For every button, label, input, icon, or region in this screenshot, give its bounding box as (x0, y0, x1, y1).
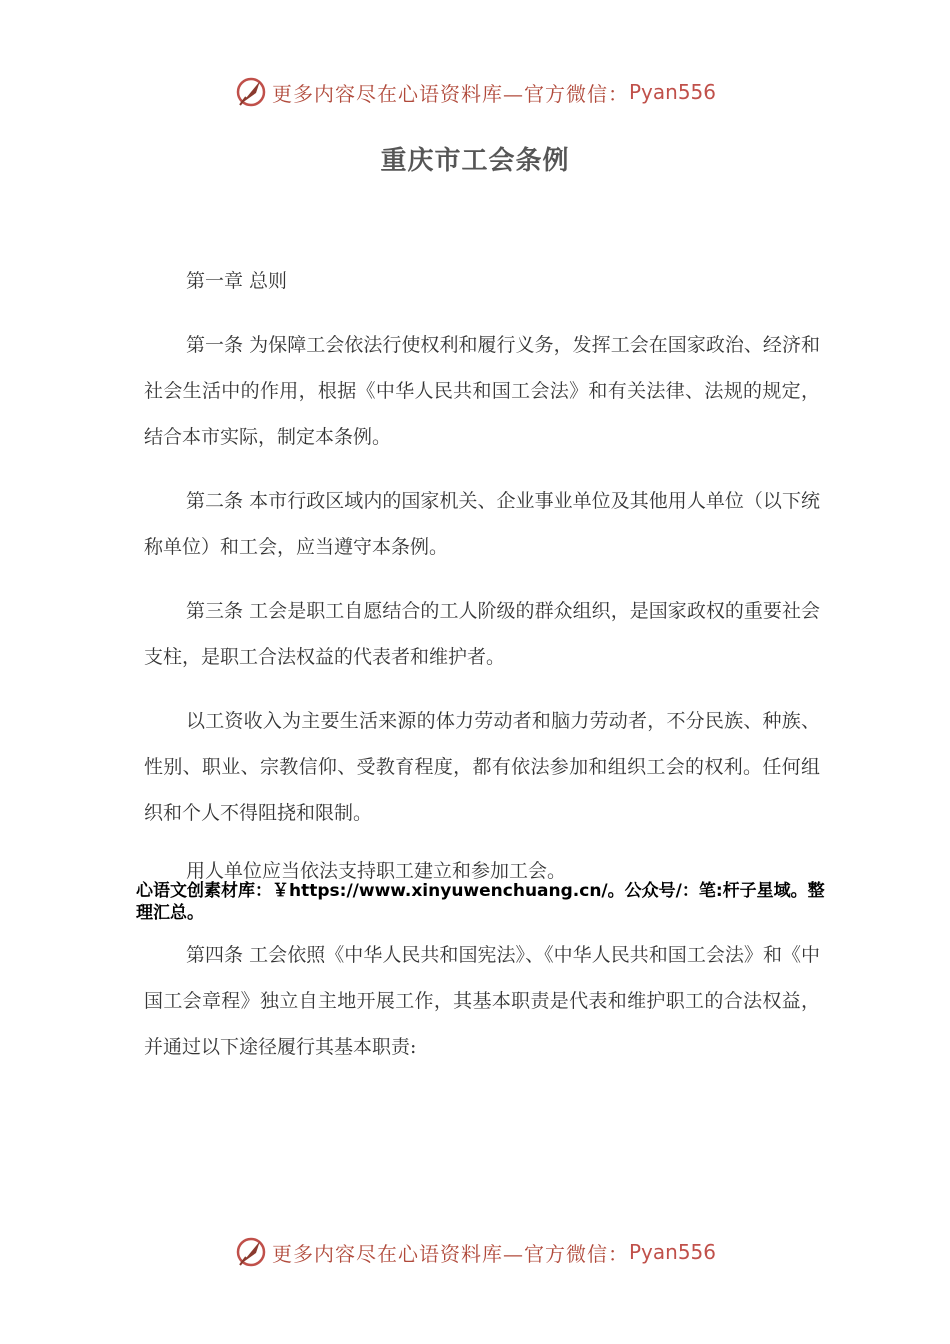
paragraph: 第四条 工会依照《中华人民共和国宪法》、《中华人民共和国工会法》和《中国工会章程》独立自主地开展工作，其基本职责是代表和维护职工的合法权益，并通过以下途径履行其基本职责: (144, 944, 820, 1058)
banner-text: 更多内容尽在心语资料库—官方微信： (271, 1241, 629, 1266)
banner-wechat-id: Pyan556 (628, 1240, 716, 1264)
chapter-heading (144, 258, 820, 304)
paragraph: 第三条 工会是职工自愿结合的工人阶级的群众组织，是国家政权的重要社会支柱，是职工合法权益的代表者和维护者。 (144, 600, 820, 668)
banner-text: 更多内容尽在心语资料库—官方微信： (271, 81, 629, 106)
quill-logo-icon (234, 75, 268, 109)
footer-banner (0, 1232, 950, 1272)
article-2 (144, 478, 820, 570)
paragraph: 第一条 为保障工会依法行使权利和履行义务，发挥工会在国家政治、经济和社会生活中的作用，根据《中华人民共和国工会法》和有关法律、法规的规定，结合本市实际，制定本条例。 (144, 334, 820, 448)
paragraph: 第二条 本市行政区域内的国家机关、企业事业单位及其他用人单位（以下统称单位）和工会，应当遵守本条例。 (144, 490, 820, 558)
article-3 (144, 588, 820, 680)
paragraph: 以工资收入为主要生活来源的体力劳动者和脑力劳动者，不分民族、种族、性别、职业、宗教信仰、受教育程度，都有依法参加和组织工会的权利。任何组织和个人不得阻挠和限制。 (144, 710, 820, 824)
article-3-para-2 (144, 698, 820, 836)
quill-logo-icon (234, 1235, 268, 1269)
article-1 (144, 322, 820, 460)
article-4 (144, 932, 820, 1070)
document-title: 重庆市工会条例 (380, 146, 570, 176)
header-banner (0, 72, 950, 112)
chapter-text: 第一章 总则 (186, 270, 288, 292)
watermark-text: 心语文创素材库：￥https://www.xinyuwenchuang.cn/。公众号/：笔:杆子星域。整理汇总。 (136, 881, 825, 923)
banner-wechat-id: Pyan556 (628, 80, 716, 104)
paragraph: 用人单位应当依法支持职工建立和参加工会。 (186, 860, 567, 882)
